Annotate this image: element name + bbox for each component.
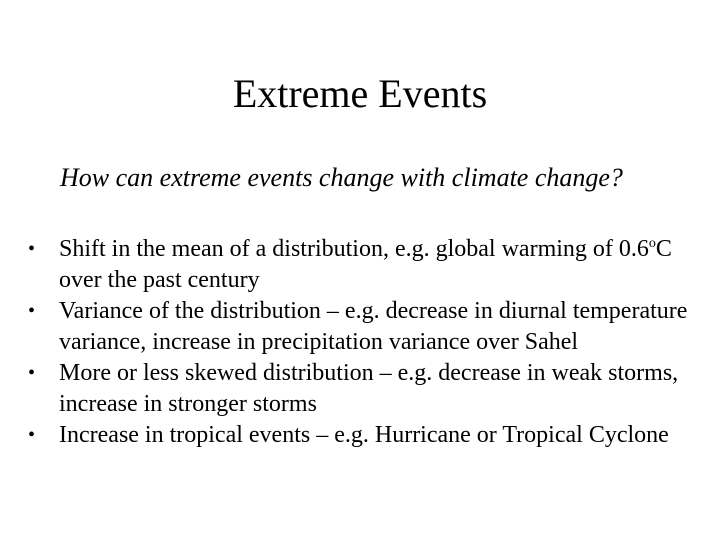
slide-title: Extreme Events xyxy=(232,71,488,116)
bullet-text-part: Shift in the mean of a distribution, e.g. global warming of 0.6 xyxy=(59,236,649,262)
bullet-marker: • xyxy=(28,300,36,322)
bullet-marker: • xyxy=(28,238,36,260)
bullet-text: Increase in tropical events – e.g. Hurricane or Tropical Cyclone xyxy=(59,422,669,448)
bullet-text: Variance of the distribution – e.g. decrease in diurnal temperature variance, increase in precipitation variance over Sahel xyxy=(59,298,688,355)
bullet-text xyxy=(59,234,698,296)
bullet-item xyxy=(28,420,698,451)
bullet-list xyxy=(28,234,698,451)
degree-superscript: o xyxy=(648,236,656,251)
bullet-item xyxy=(28,234,698,296)
slide-question: How can extreme events change with climate change? xyxy=(60,163,623,192)
bullet-marker: • xyxy=(28,424,36,446)
bullet-item xyxy=(28,358,698,420)
bullet-text: More or less skewed distribution – e.g. decrease in weak storms, increase in stronger storms xyxy=(59,360,679,417)
bullet-item xyxy=(28,296,698,358)
bullet-marker: • xyxy=(28,362,36,384)
bullet-text-part: C over the past century xyxy=(59,236,672,293)
